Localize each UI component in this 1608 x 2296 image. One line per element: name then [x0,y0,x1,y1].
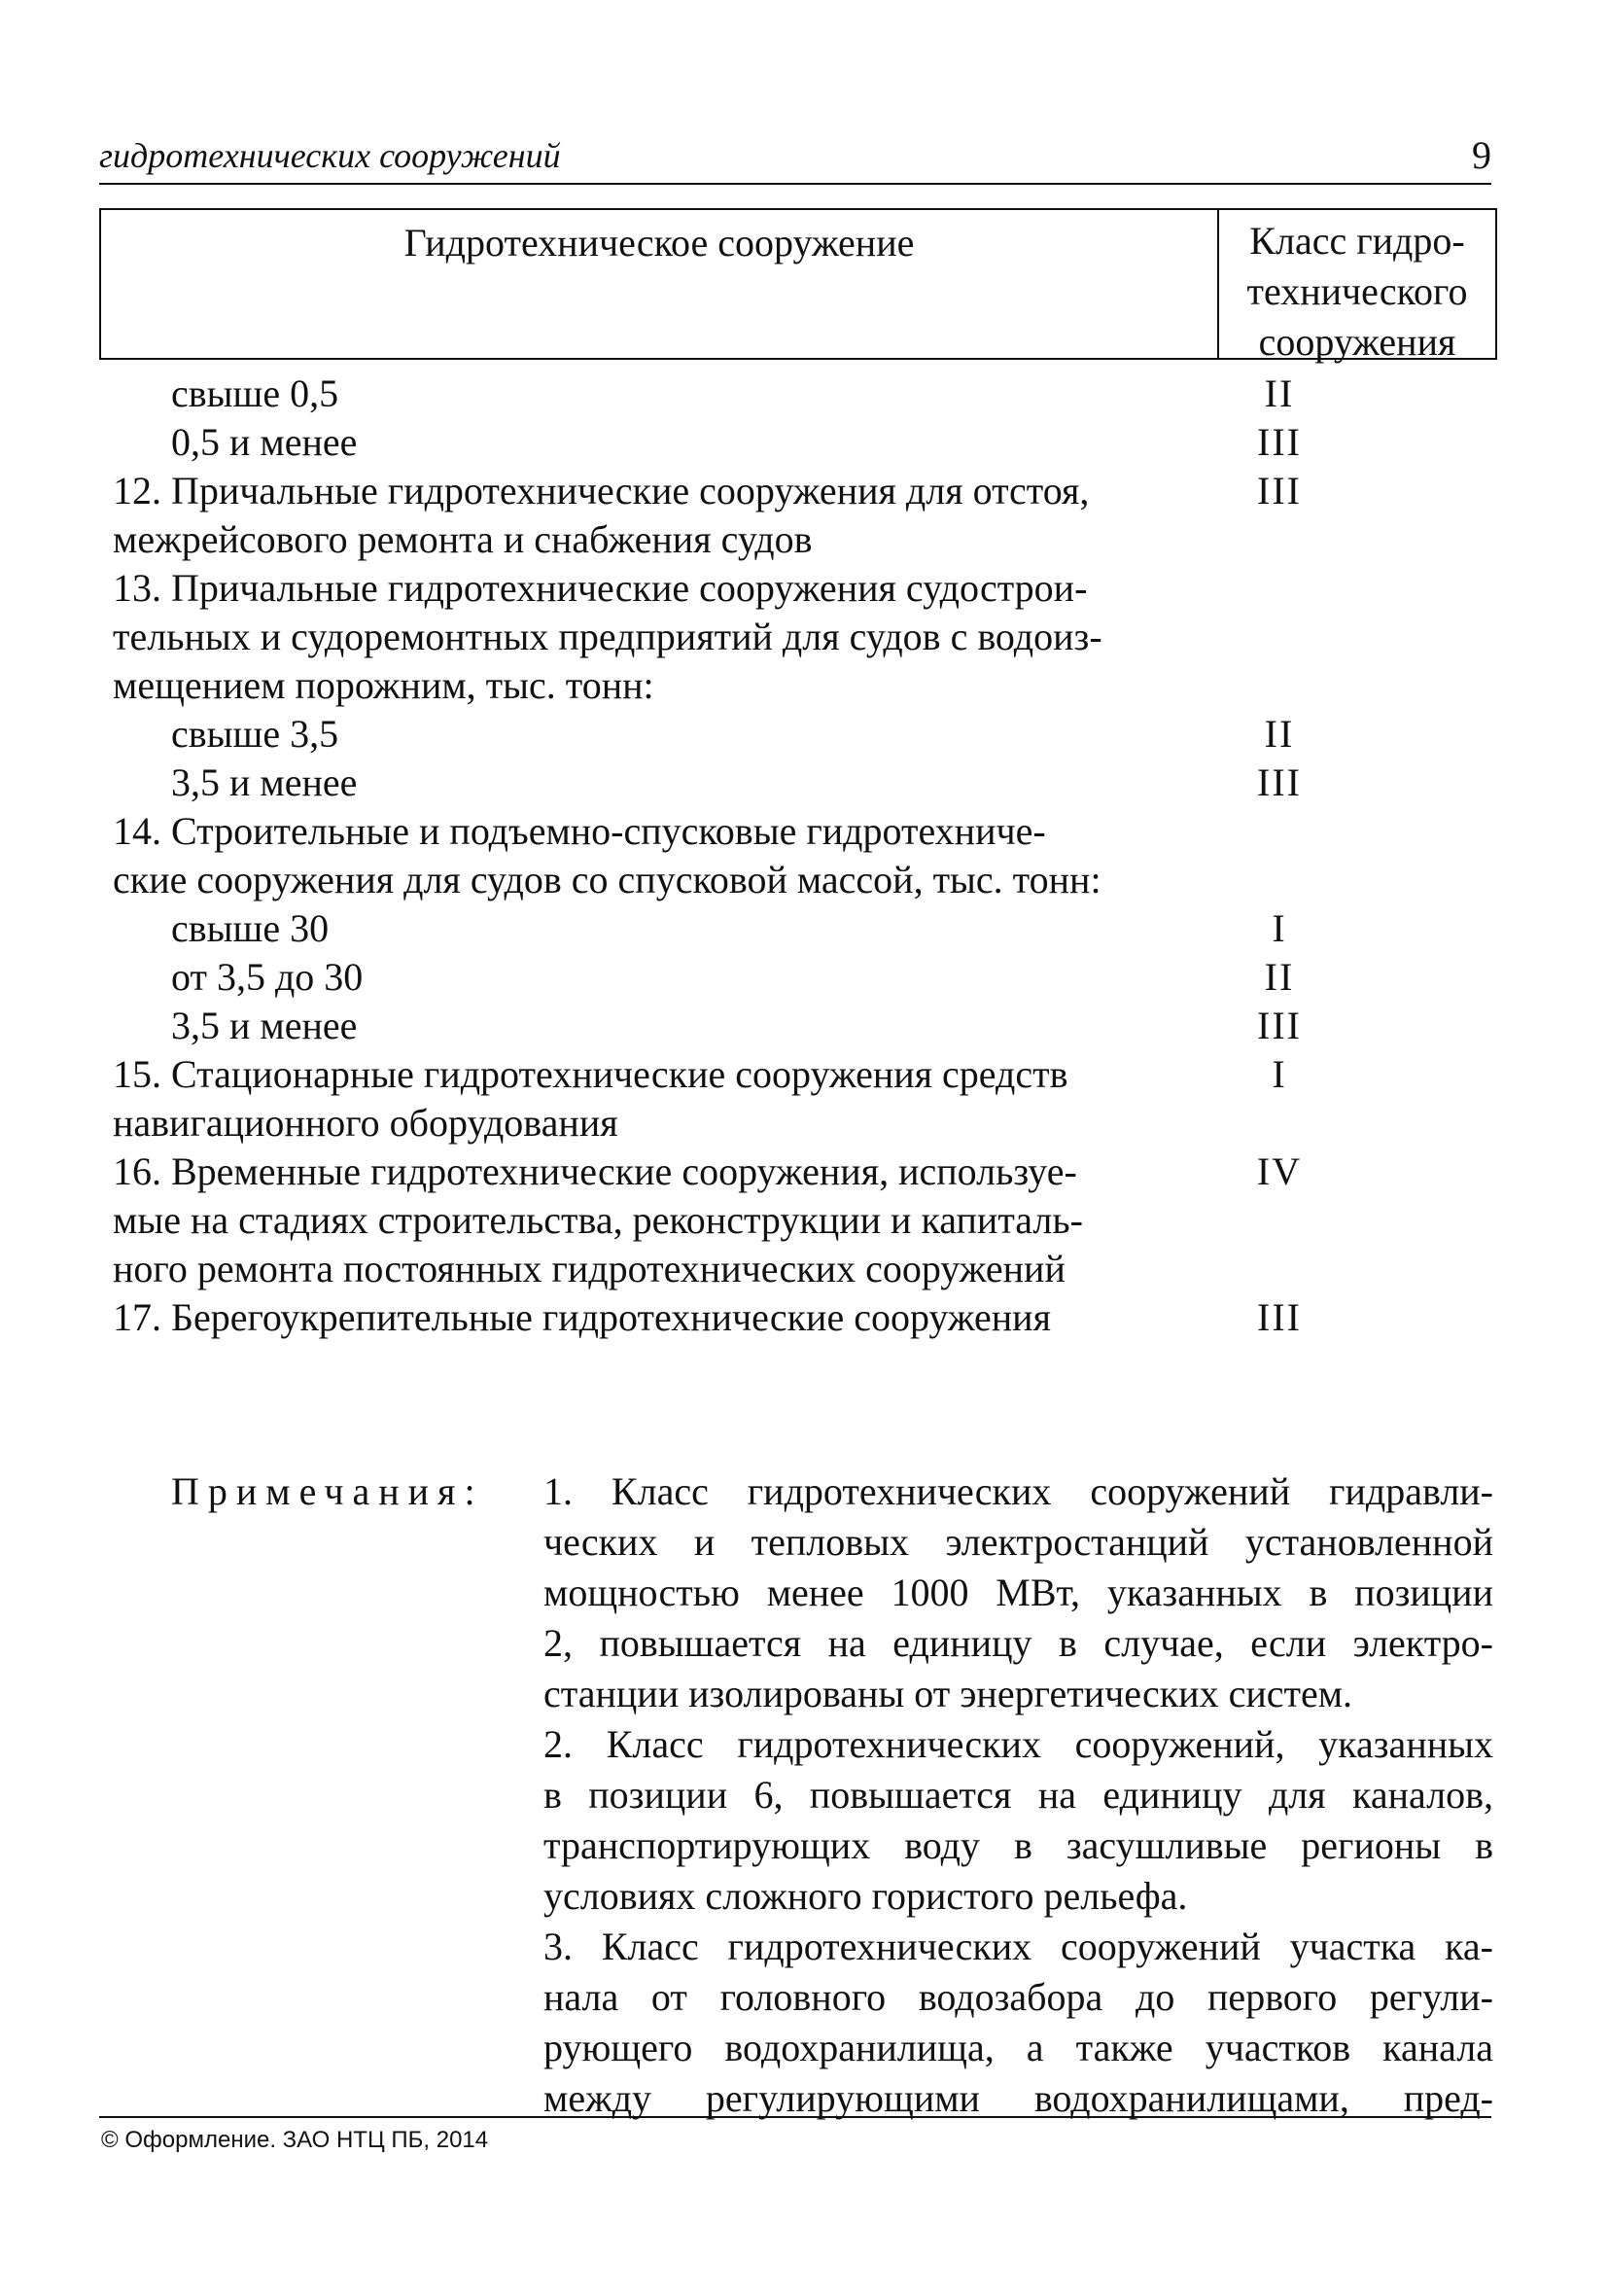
table-row [113,807,1377,904]
page-number: 9 [1472,133,1491,177]
class-value: III [1257,1004,1302,1047]
note-line: нала от головного водозабора до первого регули- [543,1975,1493,2019]
table-row [113,904,1377,953]
description-line: свыше 0,5 [171,371,339,415]
class-value: I [1272,1052,1287,1096]
class-value: III [1257,760,1302,804]
note-line: транспортирующих воду в засушливые регионы в [543,1823,1493,1867]
class-value: IV [1256,1149,1303,1193]
note-line: рующего водохранилища, а также участков канала [543,2026,1493,2069]
structure-description [113,953,1221,1002]
structure-description [113,418,1221,467]
structure-description [113,1050,1221,1148]
description-line: 16. Временные гидротехнические сооружения, используе- [113,1149,1077,1193]
description-line: мые на стадиях строительства, реконструкции и капиталь- [113,1198,1083,1242]
table-row [113,1293,1377,1342]
column-header-structure: Гидротехническое сооружение [101,210,1219,358]
structure-description [113,1148,1221,1293]
description-line: 15. Стационарные гидротехнические сооружения средств [113,1052,1068,1096]
description-line: 13. Причальные гидротехнические сооружения судострои- [113,566,1088,610]
class-value: I [1272,906,1287,950]
note-item [543,1719,1493,1922]
table-row [113,710,1377,759]
notes-label: Примечания: [171,1469,484,1513]
description-line: тельных и судоремонтных предприятий для судов с водоиз- [113,615,1102,658]
class-value: II [1264,955,1295,999]
table-row [113,418,1377,467]
class-value: III [1257,1295,1302,1339]
table-row [113,1148,1377,1293]
running-head [99,134,1491,185]
note-item [543,1922,1493,2124]
note-line: условиях сложного гористого рельефа. [543,1874,1188,1918]
structure-description [113,807,1221,904]
table-row [113,564,1377,710]
footer-rule [99,2116,1491,2118]
table-row [113,1050,1377,1148]
description-line: 17. Берегоукрепительные гидротехнические сооружения [113,1295,1051,1339]
class-value: II [1264,371,1295,415]
description-line: 14. Строительные и подъемно-спусковые гидротехниче- [113,809,1046,853]
structure-description [113,710,1221,759]
table-header [99,208,1497,364]
description-line: ного ремонта постоянных гидротехнических сооружений [113,1247,1066,1290]
note-line: между регулирующими водохранилищами, пред- [543,2076,1493,2120]
copyright-footer: © Оформление. ЗАО НТЦ ПБ, 2014 [101,2127,489,2153]
table-row [113,759,1377,807]
column-header-class-line: Класс гидро- [1249,219,1465,263]
class-value: II [1264,712,1295,756]
note-line: мощностью менее 1000 МВт, указанных в позиции [543,1571,1493,1614]
description-line: от 3,5 до 30 [171,955,364,999]
note-line: 2, повышается на единицу в случае, если электро- [543,1621,1493,1665]
note-line: ческих и тепловых электростанций установленной [543,1520,1493,1564]
column-header-class [1219,210,1495,364]
description-line: свыше 30 [171,906,330,950]
note-line: 1. Класс гидротехнических сооружений гидравли- [543,1469,1493,1513]
column-header-class-line: технического [1246,269,1468,313]
description-line: навигационного оборудования [113,1101,618,1145]
description-line: 12. Причальные гидротехнические сооружения для отстоя, [113,469,1090,512]
description-line: ские сооружения для судов со спусковой массой, тыс. тонн: [113,858,1101,901]
class-value: III [1257,420,1302,464]
structure-description [113,370,1221,418]
structure-description [113,1002,1221,1050]
description-line: свыше 3,5 [171,712,339,756]
table-row [113,953,1377,1002]
structure-description [113,1293,1221,1342]
structure-description [113,759,1221,807]
structure-description [113,904,1221,953]
description-line: 3,5 и менее [171,1004,358,1047]
description-line: 3,5 и менее [171,760,358,804]
running-title: гидротехнических сооружений [99,136,561,175]
table-row [113,370,1377,418]
note-line: в позиции 6, повышается на единицу для каналов, [543,1773,1493,1817]
description-line: 0,5 и менее [171,420,358,464]
description-line: мещением порожним, тыс. тонн: [113,663,654,707]
structure-description [113,467,1221,564]
table-row [113,1002,1377,1050]
notes-body [543,1466,1493,2124]
table-body [113,370,1377,1342]
note-item [543,1466,1493,1719]
description-line: межрейсового ремонта и снабжения судов [113,517,813,561]
column-header-class-line: сооружения [1258,320,1456,364]
structure-description [113,564,1221,710]
note-line: 3. Класс гидротехнических сооружений участка ка- [543,1925,1493,1968]
class-value: III [1257,469,1302,512]
note-line: 2. Класс гидротехнических сооружений, указанных [543,1722,1493,1766]
table-row [113,467,1377,564]
note-line: станции изолированы от энергетических систем. [543,1672,1353,1715]
